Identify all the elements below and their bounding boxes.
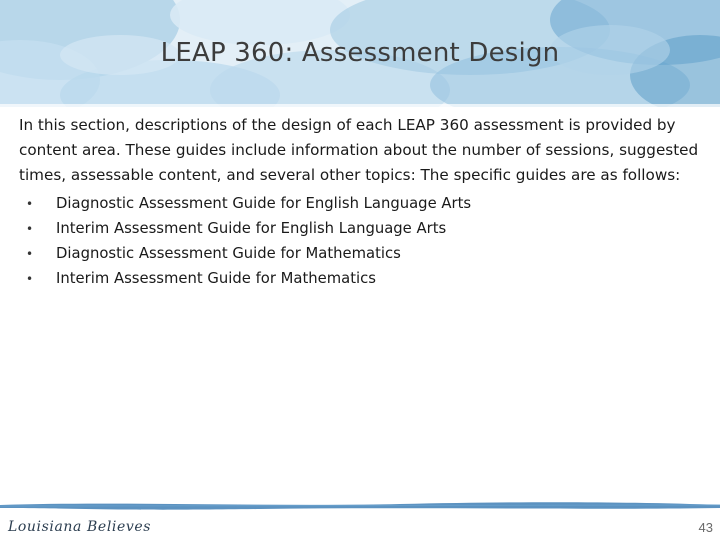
- header-watercolor-banner: [0, 0, 720, 107]
- bullet-icon: •: [26, 222, 34, 236]
- guide-item-label: Interim Assessment Guide for Mathematics: [56, 270, 376, 287]
- footer-brush-stroke: [0, 498, 720, 512]
- guide-item-label: Interim Assessment Guide for English Language Arts: [56, 220, 447, 237]
- guide-list: [26, 191, 471, 291]
- list-item: [26, 191, 471, 216]
- louisiana-believes-logo: Louisiana Believes: [8, 519, 152, 535]
- bullet-icon: •: [26, 197, 34, 211]
- guide-item-label: Diagnostic Assessment Guide for English Language Arts: [56, 195, 472, 212]
- bullet-icon: •: [26, 272, 34, 286]
- list-item: [26, 216, 471, 241]
- bullet-icon: •: [26, 247, 34, 261]
- intro-paragraph: In this section, descriptions of the design of each LEAP 360 assessment is provided by content area. These guides include information about the number of sessions, suggested times, assessable content, and several other topics: The specific guides are as follows:: [19, 116, 699, 184]
- slide-title: LEAP 360: Assessment Design: [160, 38, 560, 68]
- guide-item-label: Diagnostic Assessment Guide for Mathematics: [56, 245, 401, 262]
- list-item: [26, 266, 471, 291]
- page-number: 43: [698, 520, 713, 535]
- list-item: [26, 241, 471, 266]
